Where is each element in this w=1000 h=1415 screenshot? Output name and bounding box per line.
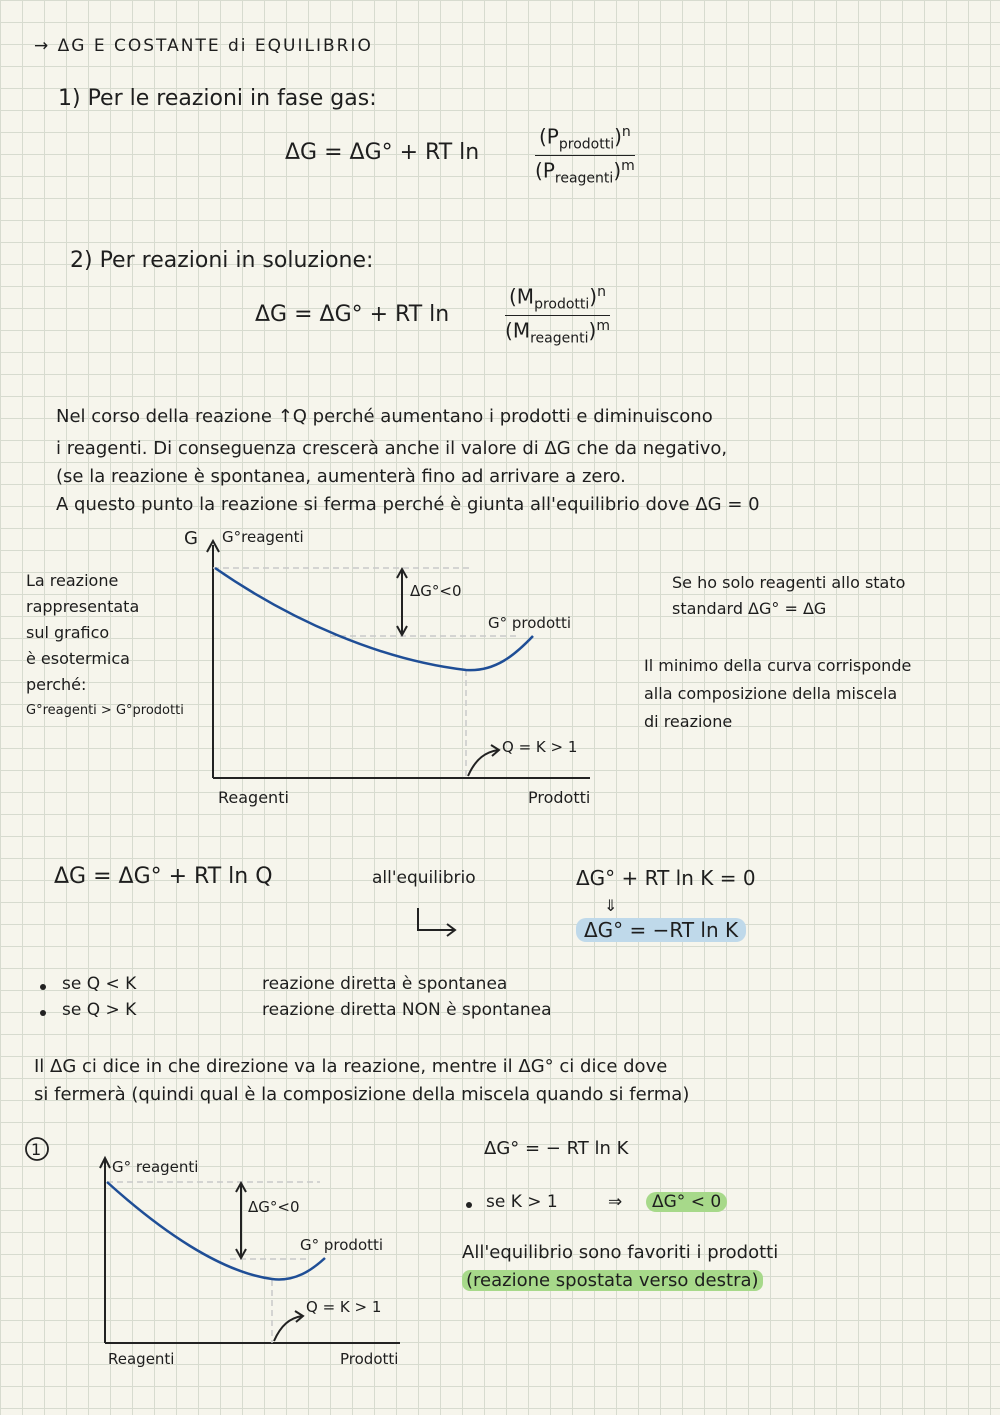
case1-arrow: ⇒ <box>608 1192 623 1212</box>
case1-number: 1 <box>31 1140 42 1159</box>
case1-result-text: ΔG° < 0 <box>646 1192 727 1212</box>
left-note-line: rappresentata <box>26 597 140 616</box>
section1-equation: ΔG = ΔG° + RT ln <box>285 140 480 165</box>
equilibrium-zero: ΔG° + RT ln K = 0 <box>576 866 756 890</box>
paragraph-line2: i reagenti. Di conseguenza crescerà anche il valore di ΔG che da negativo, <box>56 438 728 459</box>
graph2-curve <box>107 1182 325 1279</box>
graph1-delta-label: ΔG°<0 <box>410 582 462 600</box>
case1-equation: ΔG° = − RT ln K <box>484 1138 629 1159</box>
case1-condition: se K > 1 <box>486 1192 558 1212</box>
bullet2-text: reazione diretta NON è spontanea <box>262 1000 552 1020</box>
right-note-line: Se ho solo reagenti allo stato <box>672 573 906 592</box>
graph2-q-label: Q = K > 1 <box>306 1298 382 1316</box>
paragraph-line1: Nel corso della reazione ↑Q perché aumentano i prodotti e diminuiscono <box>56 406 713 427</box>
section1-fraction: $(P_{prodotti})^n$ $(P_{reagenti})^m$ <box>535 124 635 187</box>
graph2-g-prodotti: G° prodotti <box>300 1236 384 1254</box>
summary-line1: Il ΔG ci dice in che direzione va la reazione, mentre il ΔG° ci dice dove <box>34 1056 668 1077</box>
paragraph-line4: A questo punto la reazione si ferma perché è giunta all'equilibrio dove ΔG = 0 <box>56 494 760 515</box>
graph2-x-left: Reagenti <box>108 1350 175 1368</box>
graph2-x-right: Prodotti <box>340 1350 399 1368</box>
graph2-delta-label: ΔG°<0 <box>248 1198 300 1216</box>
bullet-dot <box>466 1202 472 1208</box>
equilibrium-implies: ⇓ <box>604 896 618 915</box>
graph2-g-reagenti: G° reagenti <box>112 1158 199 1176</box>
right-note-line: Il minimo della curva corrisponde <box>644 656 912 675</box>
equilibrium-equation: ΔG = ΔG° + RT ln Q <box>54 864 273 889</box>
section2-equation: ΔG = ΔG° + RT ln <box>255 302 450 327</box>
left-note-line: sul grafico <box>26 623 110 642</box>
bullet2-cond: se Q > K <box>62 1000 137 1020</box>
section2-fraction: $(M_{prodotti})^n$ $(M_{reagenti})^m$ <box>505 284 610 347</box>
equilibrium-result-text: ΔG° = −RT ln K <box>576 918 746 942</box>
bullet1-cond: se Q < K <box>62 974 137 994</box>
case1-text2-highlight: (reazione spostata verso destra) <box>462 1270 763 1291</box>
right-note-line: standard ΔG° = ΔG <box>672 599 827 618</box>
graph1-y-label: G <box>184 528 198 549</box>
left-note-line: La reazione <box>26 571 119 590</box>
graph1-g-reagenti: G°reagenti <box>222 528 304 546</box>
bullet1-text: reazione diretta è spontanea <box>262 974 508 994</box>
section2-label: 2) Per reazioni in soluzione: <box>70 248 374 273</box>
right-note-line: alla composizione della miscela <box>644 684 898 703</box>
equilibrium-label: all'equilibrio <box>372 868 476 888</box>
left-note-line: perché: <box>26 675 87 694</box>
case1-text2 <box>462 1270 763 1291</box>
section1-label: 1) Per le reazioni in fase gas: <box>58 86 377 111</box>
summary-line2: si fermerà (quindi qual è la composizione della miscela quando si ferma) <box>34 1084 690 1105</box>
case1-result <box>646 1192 727 1212</box>
graph1-q-label: Q = K > 1 <box>502 738 578 756</box>
left-note-line: G°reagenti > G°prodotti <box>26 703 184 718</box>
graph1-x-left: Reagenti <box>218 788 289 807</box>
paragraph-line3: (se la reazione è spontanea, aumenterà fino ad arrivare a zero. <box>56 466 626 487</box>
left-note-line: è esotermica <box>26 649 130 668</box>
graph1-g-prodotti: G° prodotti <box>488 614 572 632</box>
graph1-x-right: Prodotti <box>528 788 591 807</box>
page-title: → ΔG E COSTANTE di EQUILIBRIO <box>34 36 373 56</box>
right-note-line: di reazione <box>644 712 733 731</box>
case1-text1: All'equilibrio sono favoriti i prodotti <box>462 1242 779 1263</box>
